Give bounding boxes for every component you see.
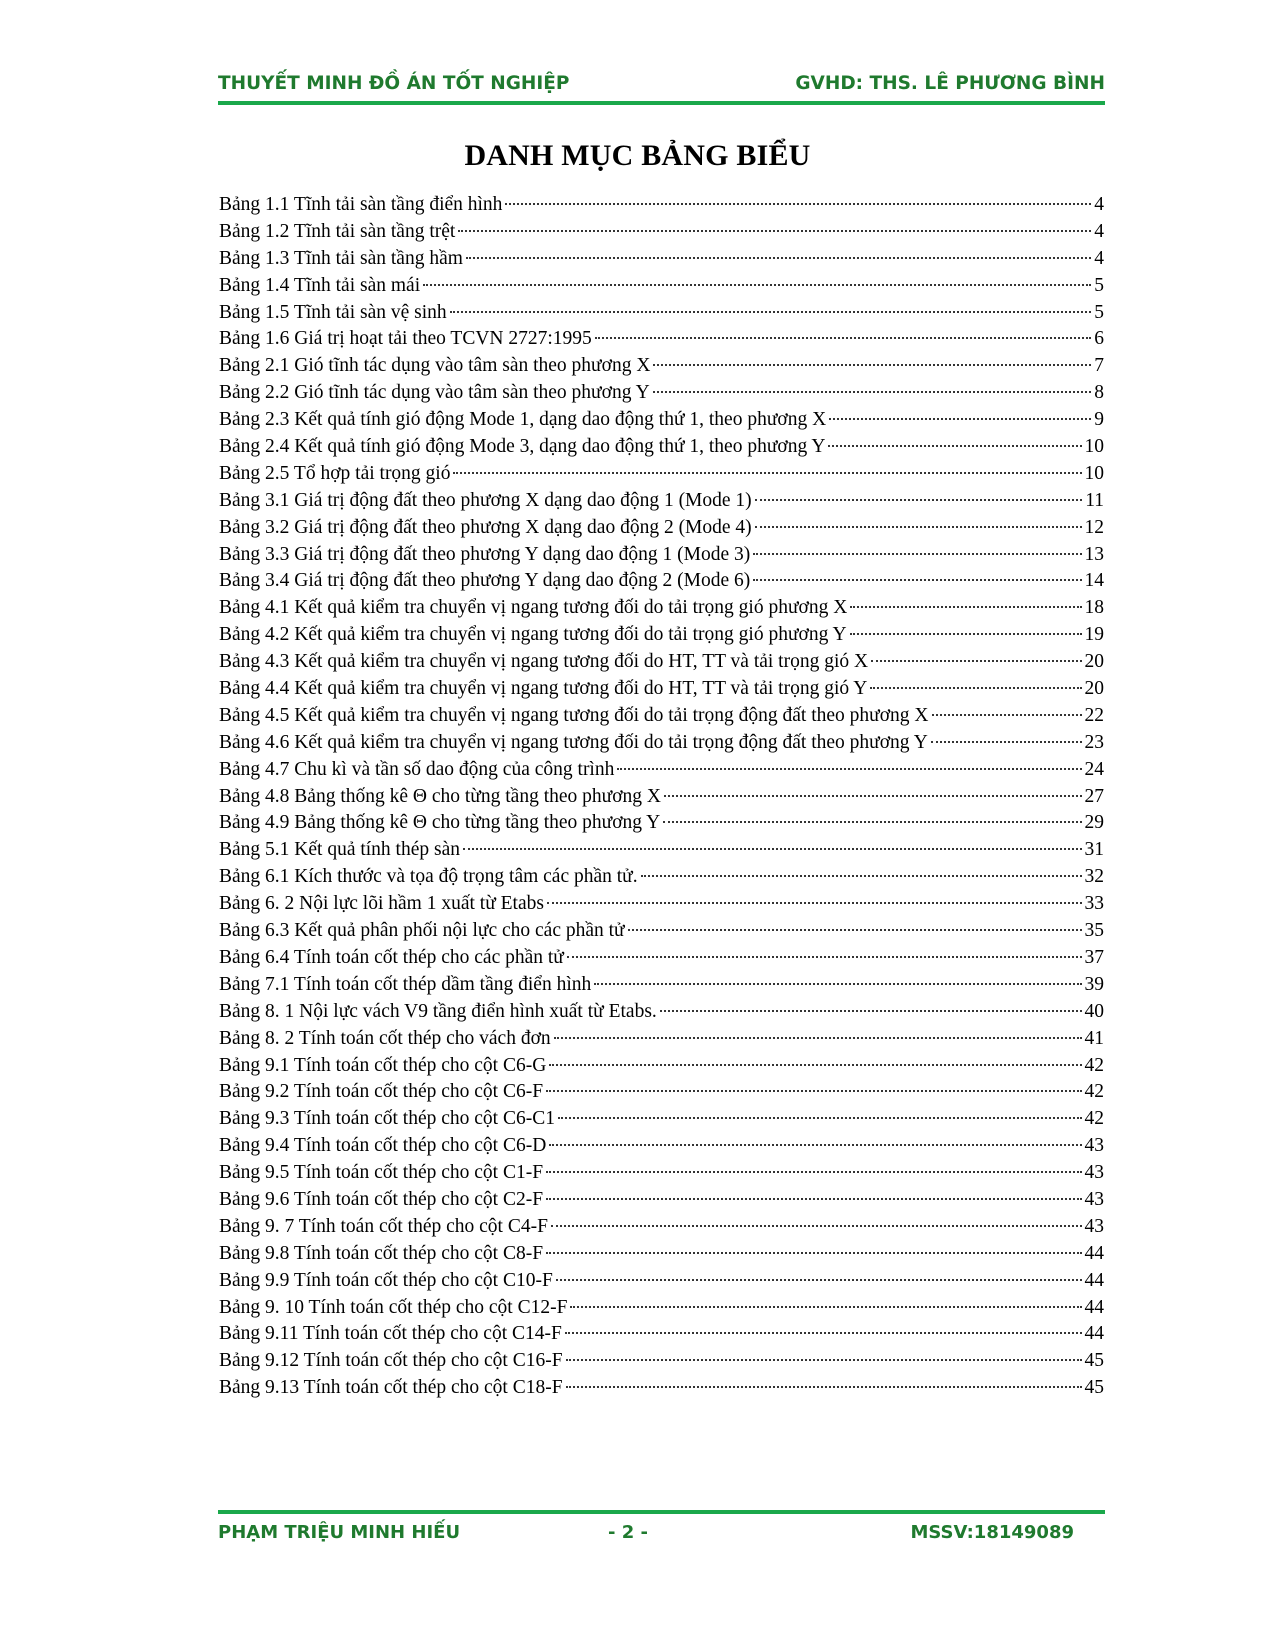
toc-entry[interactable] (219, 542, 1104, 569)
toc-entry-label: Bảng 9.5 Tính toán cốt thép cho cột C1-F (219, 1162, 544, 1184)
toc-entry[interactable] (219, 1079, 1104, 1106)
toc-entry-page: 42 (1084, 1081, 1104, 1103)
toc-entry[interactable] (219, 730, 1104, 757)
toc-dot-leader (753, 553, 1081, 555)
toc-entry-label: Bảng 3.4 Giá trị động đất theo phương Y dạng dao động 2 (Mode 6) (219, 570, 751, 592)
toc-entry-label: Bảng 2.3 Kết quả tính gió động Mode 1, dạng dao động thứ 1, theo phương X (219, 409, 827, 431)
toc-entry-label: Bảng 6.3 Kết quả phân phối nội lực cho các phần tử (219, 920, 625, 942)
toc-entry-page: 9 (1094, 409, 1104, 431)
toc-entry-page: 35 (1084, 920, 1104, 942)
toc-entry[interactable] (219, 380, 1104, 407)
toc-dot-leader (423, 284, 1091, 286)
toc-entry-page: 29 (1084, 812, 1104, 834)
toc-entry-page: 24 (1084, 758, 1104, 780)
toc-dot-leader (546, 1198, 1081, 1200)
page-footer (218, 1522, 1074, 1548)
toc-entry-page: 40 (1084, 1000, 1104, 1022)
toc-entry[interactable] (219, 1348, 1104, 1375)
toc-entry-label: Bảng 4.6 Kết quả kiểm tra chuyển vị ngang tương đối do tải trọng động đất theo phương Y (219, 731, 928, 753)
toc-dot-leader (466, 257, 1091, 259)
toc-dot-leader (829, 418, 1091, 420)
toc-entry-label: Bảng 3.3 Giá trị động đất theo phương Y dạng dao động 1 (Mode 3) (219, 543, 751, 565)
toc-dot-leader (595, 337, 1091, 339)
toc-entry[interactable] (219, 1268, 1104, 1295)
toc-entry-page: 10 (1084, 462, 1104, 484)
toc-entry[interactable] (219, 353, 1104, 380)
toc-entry-page: 37 (1084, 946, 1104, 968)
page-title: DANH MỤC BẢNG BIỂU (464, 139, 811, 172)
toc-entry[interactable] (219, 515, 1104, 542)
toc-dot-leader (850, 633, 1082, 635)
toc-entry-label: Bảng 1.3 Tĩnh tải sàn tầng hầm (219, 247, 463, 269)
toc-entry[interactable] (219, 837, 1104, 864)
page-header (218, 73, 1105, 99)
toc-entry-label: Bảng 8. 2 Tính toán cốt thép cho vách đơn (219, 1027, 551, 1049)
toc-entry-page: 39 (1084, 973, 1104, 995)
toc-entry-page: 23 (1084, 731, 1104, 753)
toc-dot-leader (558, 1117, 1082, 1119)
toc-dot-leader (641, 875, 1082, 877)
toc-entry-page: 10 (1084, 436, 1104, 458)
toc-entry-label: Bảng 2.4 Kết quả tính gió động Mode 3, dạng dao động thứ 1, theo phương Y (219, 436, 826, 458)
toc-entry-label: Bảng 6. 2 Nội lực lõi hầm 1 xuất từ Etabs (219, 893, 544, 915)
toc-dot-leader (546, 1171, 1081, 1173)
toc-dot-leader (871, 660, 1081, 662)
toc-entry[interactable] (219, 703, 1104, 730)
toc-entry-label: Bảng 8. 1 Nội lực vách V9 tầng điển hình xuất từ Etabs. (219, 1000, 657, 1022)
toc-entry-label: Bảng 5.1 Kết quả tính thép sàn (219, 839, 460, 861)
toc-entry-page: 19 (1084, 624, 1104, 646)
toc-entry[interactable] (219, 622, 1104, 649)
toc-entry-label: Bảng 1.1 Tĩnh tải sàn tầng điển hình (219, 194, 503, 215)
toc-entry[interactable] (219, 918, 1104, 945)
toc-entry-label: Bảng 6.4 Tính toán cốt thép cho các phần tử (219, 946, 564, 968)
toc-entry-page: 42 (1084, 1108, 1104, 1130)
toc-entry-label: Bảng 4.7 Chu kì và tần số dao động của công trình (219, 758, 615, 780)
toc-entry[interactable] (219, 999, 1104, 1026)
toc-entry[interactable] (219, 864, 1104, 891)
toc-entry[interactable] (219, 273, 1104, 300)
toc-entry[interactable] (219, 1321, 1104, 1348)
toc-entry-page: 45 (1084, 1377, 1104, 1399)
toc-entry-page: 13 (1084, 543, 1104, 565)
toc-entry-page: 4 (1094, 220, 1104, 242)
toc-entry-page: 33 (1084, 893, 1104, 915)
toc-entry-label: Bảng 3.1 Giá trị động đất theo phương X dạng dao động 1 (Mode 1) (219, 489, 752, 511)
toc-entry-page: 6 (1094, 328, 1104, 350)
toc-entry[interactable] (219, 1106, 1104, 1133)
toc-entry-label: Bảng 1.6 Giá trị hoạt tải theo TCVN 2727:1995 (219, 328, 592, 350)
toc-entry[interactable] (219, 891, 1104, 918)
toc-entry-page: 22 (1084, 704, 1104, 726)
toc-entry-label: Bảng 9.2 Tính toán cốt thép cho cột C6-F (219, 1081, 544, 1103)
toc-dot-leader (556, 1279, 1082, 1281)
header-advisor: GVHD: THS. LÊ PHƯƠNG BÌNH (795, 73, 1105, 94)
toc-dot-leader (565, 1332, 1082, 1334)
toc-dot-leader (660, 1010, 1082, 1012)
toc-entry-page: 31 (1084, 839, 1104, 861)
toc-dot-leader (463, 848, 1082, 850)
toc-dot-leader (547, 902, 1082, 904)
toc-entry-page: 43 (1084, 1135, 1104, 1157)
toc-entry-label: Bảng 9.6 Tính toán cốt thép cho cột C2-F (219, 1188, 544, 1210)
toc-entry-page: 18 (1084, 597, 1104, 619)
toc-entry[interactable] (219, 1241, 1104, 1268)
toc-entry[interactable] (219, 1026, 1104, 1053)
toc-dot-leader (450, 311, 1092, 313)
toc-entry-label: Bảng 1.5 Tĩnh tải sàn vệ sinh (219, 301, 447, 323)
toc-entry-page: 7 (1094, 355, 1104, 377)
toc-entry-label: Bảng 9.13 Tính toán cốt thép cho cột C18-F (219, 1377, 563, 1399)
toc-dot-leader (850, 606, 1081, 608)
toc-entry-label: Bảng 4.9 Bảng thống kê Θ cho từng tầng theo phương Y (219, 812, 661, 834)
toc-entry[interactable] (219, 1160, 1104, 1187)
toc-entry-page: 43 (1084, 1215, 1104, 1237)
toc-entry-page: 41 (1084, 1027, 1104, 1049)
toc-dot-leader (551, 1225, 1082, 1227)
footer-divider (218, 1510, 1105, 1514)
toc-entry-label: Bảng 7.1 Tính toán cốt thép dầm tầng điển hình (219, 973, 592, 995)
toc-entry[interactable] (219, 434, 1104, 461)
toc-dot-leader (546, 1090, 1081, 1092)
footer-page-number: - 2 - (608, 1522, 648, 1543)
toc-entry-label: Bảng 4.1 Kết quả kiểm tra chuyển vị ngang tương đối do tải trọng gió phương X (219, 597, 848, 619)
toc-entry-page: 11 (1085, 489, 1104, 511)
toc-entry[interactable] (219, 1375, 1104, 1402)
toc-entry[interactable] (219, 784, 1104, 811)
toc-entry-page: 14 (1084, 570, 1104, 592)
toc-entry-label: Bảng 9.12 Tính toán cốt thép cho cột C16-F (219, 1350, 563, 1372)
toc-dot-leader (453, 472, 1081, 474)
toc-dot-leader (755, 499, 1083, 501)
toc-dot-leader (549, 1064, 1081, 1066)
toc-dot-leader (567, 956, 1082, 958)
toc-entry-page: 20 (1084, 678, 1104, 700)
toc-dot-leader (664, 795, 1082, 797)
footer-author-name: PHẠM TRIỆU MINH HIẾU (218, 1522, 461, 1543)
toc-entry-label: Bảng 1.2 Tĩnh tải sàn tầng trệt (219, 220, 456, 242)
toc-entry-page: 8 (1094, 382, 1104, 404)
toc-entry-label: Bảng 9.9 Tính toán cốt thép cho cột C10-F (219, 1269, 553, 1291)
toc-entry-page: 27 (1084, 785, 1104, 807)
toc-dot-leader (932, 714, 1082, 716)
toc-entry-label: Bảng 9. 10 Tính toán cốt thép cho cột C12-F (219, 1296, 568, 1318)
table-list (219, 192, 1104, 1402)
toc-entry-label: Bảng 9.11 Tính toán cốt thép cho cột C14-F (219, 1323, 562, 1345)
toc-dot-leader (546, 1252, 1081, 1254)
toc-dot-leader (755, 526, 1082, 528)
header-document-title: THUYẾT MINH ĐỒ ÁN TỐT NGHIỆP (218, 73, 570, 94)
toc-entry[interactable] (219, 461, 1104, 488)
toc-entry-label: Bảng 4.5 Kết quả kiểm tra chuyển vị ngang tương đối do tải trọng động đất theo phương X (219, 704, 929, 726)
toc-dot-leader (617, 768, 1081, 770)
toc-entry[interactable] (219, 595, 1104, 622)
toc-entry-label: Bảng 3.2 Giá trị động đất theo phương X dạng dao động 2 (Mode 4) (219, 516, 752, 538)
toc-dot-leader (653, 364, 1091, 366)
toc-entry-page: 44 (1084, 1323, 1104, 1345)
toc-entry-label: Bảng 9.3 Tính toán cốt thép cho cột C6-C1 (219, 1108, 555, 1130)
toc-entry-label: Bảng 4.3 Kết quả kiểm tra chuyển vị ngang tương đối do HT, TT và tải trọng gió X (219, 651, 869, 673)
toc-entry-page: 44 (1084, 1242, 1104, 1264)
toc-dot-leader (505, 203, 1091, 205)
toc-entry-page: 5 (1094, 301, 1104, 323)
toc-entry[interactable] (219, 945, 1104, 972)
toc-entry[interactable] (219, 1295, 1104, 1322)
toc-dot-leader (628, 929, 1082, 931)
toc-entry-label: Bảng 1.4 Tĩnh tải sàn mái (219, 274, 421, 296)
toc-dot-leader (566, 1386, 1082, 1388)
toc-entry[interactable] (219, 300, 1104, 327)
toc-entry-page: 32 (1084, 866, 1104, 888)
toc-entry-page: 43 (1084, 1188, 1104, 1210)
toc-entry[interactable] (219, 488, 1104, 515)
header-divider (218, 101, 1105, 105)
toc-entry-page: 12 (1084, 516, 1104, 538)
toc-entry[interactable] (219, 972, 1104, 999)
toc-entry-page: 45 (1084, 1350, 1104, 1372)
toc-dot-leader (594, 983, 1081, 985)
toc-entry[interactable] (219, 192, 1104, 219)
toc-entry-page: 4 (1094, 194, 1104, 215)
toc-entry[interactable] (219, 810, 1104, 837)
toc-entry[interactable] (219, 757, 1104, 784)
toc-entry[interactable] (219, 326, 1104, 353)
toc-entry[interactable] (219, 246, 1104, 273)
toc-entry[interactable] (219, 407, 1104, 434)
toc-entry-page: 44 (1084, 1269, 1104, 1291)
toc-entry-label: Bảng 9.1 Tính toán cốt thép cho cột C6-G (219, 1054, 547, 1076)
toc-entry-label: Bảng 2.5 Tổ hợp tải trọng gió (219, 462, 451, 484)
toc-dot-leader (663, 821, 1081, 823)
toc-dot-leader (554, 1037, 1082, 1039)
toc-entry-page: 4 (1094, 247, 1104, 269)
toc-entry[interactable] (219, 649, 1104, 676)
toc-entry[interactable] (219, 1053, 1104, 1080)
toc-entry-label: Bảng 9.8 Tính toán cốt thép cho cột C8-F (219, 1242, 544, 1264)
toc-entry-label: Bảng 9.4 Tính toán cốt thép cho cột C6-D (219, 1135, 547, 1157)
toc-entry[interactable] (219, 1133, 1104, 1160)
toc-entry-label: Bảng 4.2 Kết quả kiểm tra chuyển vị ngang tương đối do tải trọng gió phương Y (219, 624, 847, 646)
toc-entry-label: Bảng 2.2 Gió tĩnh tác dụng vào tâm sàn theo phương Y (219, 382, 650, 404)
toc-entry-page: 42 (1084, 1054, 1104, 1076)
toc-dot-leader (828, 445, 1081, 447)
toc-dot-leader (753, 579, 1081, 581)
toc-entry-label: Bảng 6.1 Kích thước và tọa độ trọng tâm các phần tử. (219, 866, 638, 888)
toc-dot-leader (931, 741, 1082, 743)
toc-entry[interactable] (219, 568, 1104, 595)
toc-entry-label: Bảng 4.8 Bảng thống kê Θ cho từng tầng theo phương X (219, 785, 661, 807)
toc-entry[interactable] (219, 219, 1104, 246)
toc-entry-page: 43 (1084, 1162, 1104, 1184)
toc-entry-page: 5 (1094, 274, 1104, 296)
toc-dot-leader (653, 391, 1092, 393)
toc-dot-leader (549, 1144, 1081, 1146)
toc-dot-leader (566, 1359, 1082, 1361)
toc-entry[interactable] (219, 1214, 1104, 1241)
toc-entry-label: Bảng 9. 7 Tính toán cốt thép cho cột C4-F (219, 1215, 548, 1237)
toc-dot-leader (570, 1306, 1081, 1308)
toc-dot-leader (458, 230, 1091, 232)
toc-dot-leader (870, 687, 1081, 689)
toc-entry-page: 44 (1084, 1296, 1104, 1318)
footer-student-id: MSSV:18149089 (910, 1522, 1074, 1543)
toc-entry-label: Bảng 4.4 Kết quả kiểm tra chuyển vị ngang tương đối do HT, TT và tải trọng gió Y (219, 678, 868, 700)
toc-entry-page: 20 (1084, 651, 1104, 673)
toc-entry-label: Bảng 2.1 Gió tĩnh tác dụng vào tâm sàn theo phương X (219, 355, 651, 377)
toc-entry[interactable] (219, 1187, 1104, 1214)
toc-entry[interactable] (219, 676, 1104, 703)
